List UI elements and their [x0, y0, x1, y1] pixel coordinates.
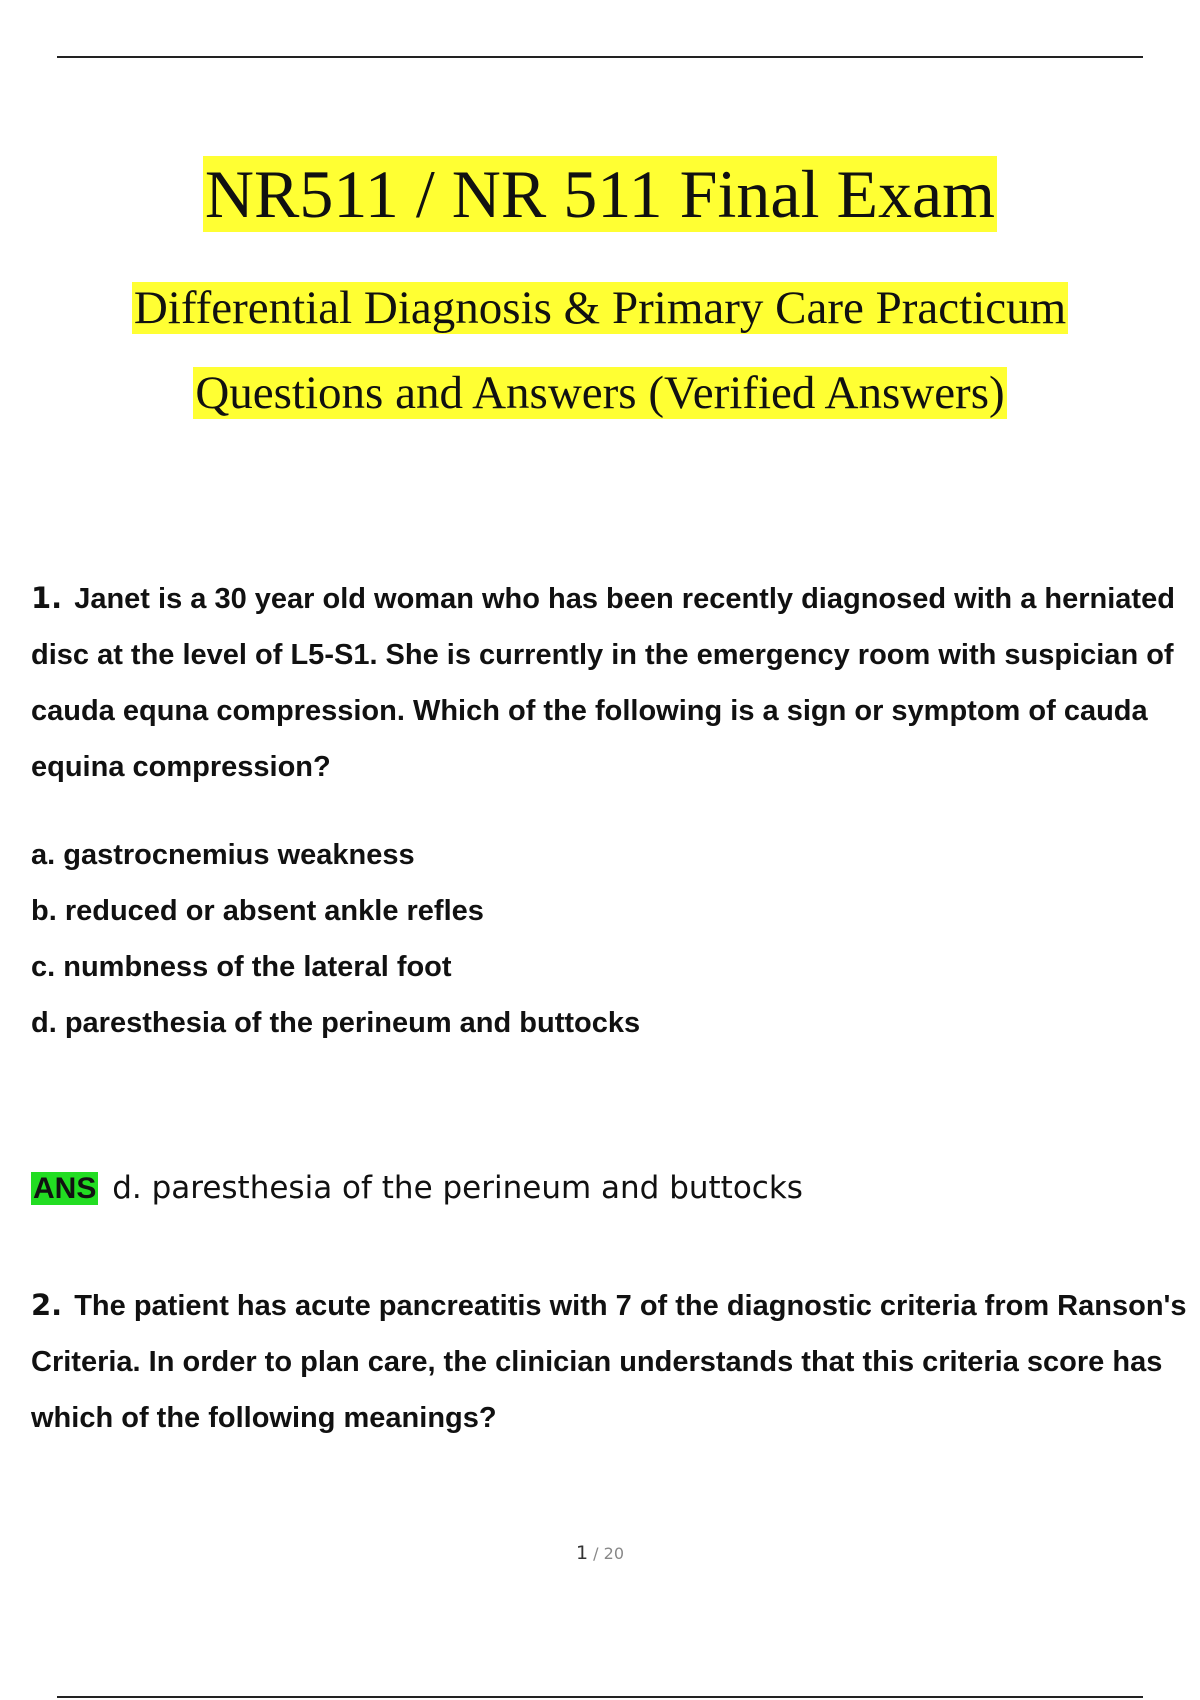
question-1 [31, 570, 1191, 795]
answer-text: d. paresthesia of the perineum and buttocks [112, 1170, 803, 1206]
bottom-rule [57, 1696, 1143, 1698]
page-separator: / [593, 1544, 599, 1563]
subtitle-line-2-text: Questions and Answers (Verified Answers) [195, 367, 1005, 419]
question-1-options [31, 827, 1031, 1051]
current-page: 1 [575, 1542, 589, 1564]
option-b: b. reduced or absent ankle refles [31, 895, 484, 927]
top-rule [57, 56, 1143, 58]
question-1-text: Janet is a 30 year old woman who has been recently diagnosed with a herniated disc at the level of L5-S1. She is currently in the emergency room with suspician of cauda equna compression. Which of the following is a sign or symptom of cauda equina compression? [31, 583, 1175, 783]
option-c: c. numbness of the lateral foot [31, 951, 452, 983]
question-1-number: 1. [31, 581, 63, 615]
document-subtitle-line-1 [0, 278, 1200, 338]
question-2-number: 2. [31, 1288, 63, 1322]
document-subtitle-line-2 [0, 363, 1200, 423]
page-number [0, 1542, 1200, 1564]
title-text: NR511 / NR 511 Final Exam [204, 156, 996, 232]
question-2 [31, 1277, 1191, 1446]
answer-label-badge: ANS [33, 1172, 97, 1205]
question-1-answer [31, 1165, 803, 1212]
option-a: a. gastrocnemius weakness [31, 839, 415, 871]
subtitle-line-1-text: Differential Diagnosis & Primary Care Practicum [133, 282, 1067, 334]
total-pages: 20 [603, 1544, 625, 1563]
question-2-text: The patient has acute pancreatitis with 7 of the diagnostic criteria from Ranson's Criteria. In order to plan care, the clinician understands that this criteria score has which of the following meanings? [31, 1290, 1187, 1434]
document-title [0, 152, 1200, 236]
option-d: d. paresthesia of the perineum and buttocks [31, 1007, 641, 1039]
